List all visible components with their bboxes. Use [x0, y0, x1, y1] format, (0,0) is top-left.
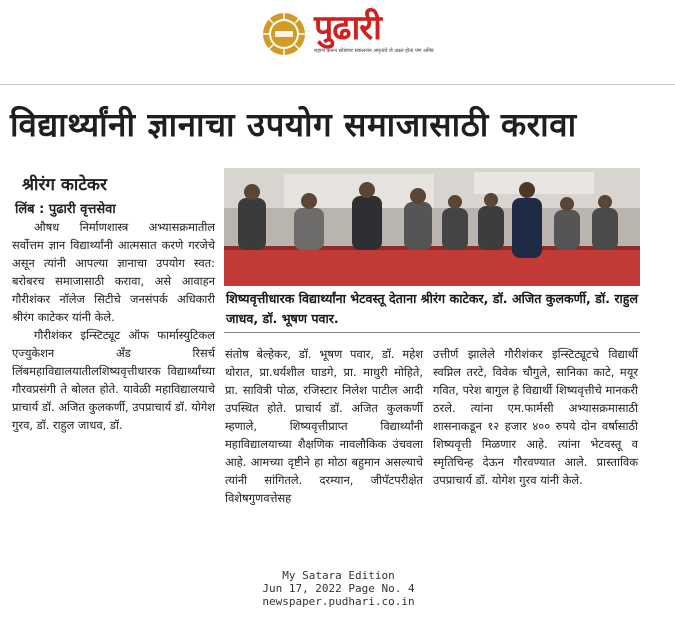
brand-logo: पुढारी	[314, 8, 381, 48]
article-paragraph: गौरीशंकर इन्स्टिट्यूट ऑफ फार्मास्युटिकल एज्युकेशन अँड रिसर्च लिंबमहाविद्यालयातीलशिष्यवृत्तीधारक विद्यार्थ्यांच्या गौरवप्रसंगी ते बोलत होते. यावेळी महाविद्यालयाचे प्राचार्य डॉ. अजित कुलकर्णी, उपप्राचार्य डॉ. योगेश गुरव, डॉ. राहुल जाधव, डॉ.	[12, 328, 215, 432]
caption-divider	[224, 332, 640, 333]
brand-block	[314, 8, 434, 64]
edition-date-page: Jun 17, 2022 Page No. 4	[262, 582, 415, 595]
edition-site-link[interactable]: newspaper.pudhari.co.in	[262, 595, 415, 608]
article-paragraph: उत्तीर्ण झालेले गौरीशंकर इन्स्टिट्यूटचे विद्यार्थी स्वप्निल तरटे, विवेक चौगुले, सानिका काटे, मयूर गवित, परेश बागुल हे विद्यार्थी शिष्यवृत्तीचे मानकरी ठरले. त्यांना एम.फार्मसी अभ्यासक्रमासाठी शासनाकडून १२ हजार ४०० रुपये दोन वर्षासाठी शिष्यवृत्ती मिळणार आहे. त्यांना भेटवस्तू व स्मृतिचिन्ह देऊन गौरवण्यात आले. प्रास्ताविक उपप्राचार्य डॉ. योगेश गुरव यांनी केले.	[433, 347, 638, 487]
edition-footer	[200, 569, 477, 608]
article-column-3	[433, 345, 638, 489]
article-dateline: लिंब : पुढारी वृत्तसेवा	[15, 202, 116, 217]
photo-caption: शिष्यवृत्तीधारक विद्यार्थ्यांना भेटवस्तू देताना श्रीरंग काटेकर, डॉ. अजित कुलकर्णी, डॉ. राहुल जाधव, डॉ. भूषण पवार.	[226, 291, 638, 326]
masthead-divider	[0, 84, 675, 85]
edition-name: My Satara Edition	[282, 569, 395, 582]
article-paragraph: संतोष बेल्हेकर, डॉ. भूषण पवार, डॉ. महेश थोरात, प्रा.धर्यशील घाडगे, प्रा. माधुरी मोहिते, प्रा. सावित्री पोळ, रजिस्टार निलेश पाटील आदी उपस्थित होते. प्राचार्य डॉ. अजित कुलकर्णी म्हणाले, शिष्यवृत्तीप्राप्त विद्यार्थ्यांनी महाविद्यालयाच्या शैक्षणिक नावलौकिक उंचवला आहे. आमच्या दृष्टीने हा मोठा बहुमान असल्याचे त्यांनी सांगितले. दरम्यान, जीपॅटपरीक्षेत विशेषगुणवत्तेसह	[225, 347, 423, 505]
emblem-icon	[262, 12, 306, 56]
article-paragraph: औषध निर्माणशास्त्र अभ्यासक्रमातील सर्वोत्तम ज्ञान विद्यार्थ्यांनी आत्मसात करणे गरजेचे असून त्यांनी आपल्या ज्ञानाचा उपयोग स्वत: बरोबरच समाजासाठी करावा, असे आवाहन गौरीशंकर नॉलेज सिटीचे जनसंपर्क अधिकारी श्रीरंग काटेकर यांनी केले.	[12, 220, 215, 324]
article-headline: विद्यार्थ्यांनी ज्ञानाचा उपयोग समाजासाठी करावा	[10, 105, 577, 144]
article-photo	[224, 168, 640, 286]
article-column-1	[12, 218, 215, 434]
ceremony-photo	[224, 168, 640, 286]
brand-tagline: शहाणं करून सोडणार सकलजन अमृताचे जे अक्षर होता पण अनिष्ट	[314, 48, 434, 54]
article-byline: श्रीरंग काटेकर	[22, 175, 107, 195]
article-column-2	[225, 345, 423, 507]
masthead	[0, 0, 675, 72]
